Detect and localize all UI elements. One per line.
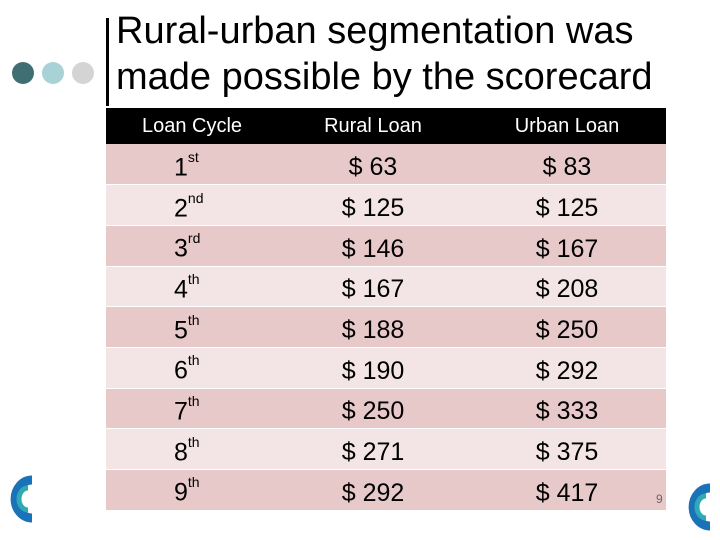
header-loan-cycle: Loan Cycle xyxy=(106,108,278,144)
cell-rural-loan: $ 146 xyxy=(278,225,468,266)
table-row xyxy=(106,185,666,226)
cycle-number: 8 xyxy=(174,438,188,466)
cell-urban-loan: $ 250 xyxy=(468,307,666,348)
cycle-number: 2 xyxy=(174,193,188,222)
header-urban-loan: Urban Loan xyxy=(468,108,666,144)
cycle-suffix: th xyxy=(187,433,200,450)
cell-urban-loan: $ 292 xyxy=(468,347,666,388)
cell-rural-loan: $ 125 xyxy=(278,185,468,226)
header-rural-loan: Rural Loan xyxy=(278,108,468,144)
cycle-number: 3 xyxy=(174,234,188,263)
dot-teal-icon xyxy=(42,62,64,84)
cycle-suffix: th xyxy=(187,352,200,369)
cell-loan-cycle xyxy=(106,185,278,226)
cycle-suffix: nd xyxy=(187,189,204,206)
table-row xyxy=(106,266,666,307)
title-divider xyxy=(106,18,109,106)
dot-grey-icon xyxy=(72,62,94,84)
table-row xyxy=(106,470,666,511)
cell-rural-loan: $ 250 xyxy=(278,388,468,429)
cell-rural-loan: $ 292 xyxy=(278,470,468,511)
cell-loan-cycle xyxy=(106,225,278,266)
cycle-suffix: th xyxy=(187,474,200,491)
page-number: 9 xyxy=(656,492,663,506)
cell-rural-loan: $ 271 xyxy=(278,429,468,470)
cycle-number: 5 xyxy=(174,315,188,344)
table-header-row xyxy=(106,108,666,144)
table-body xyxy=(106,144,666,510)
cell-rural-loan: $ 190 xyxy=(278,347,468,388)
cycle-suffix: th xyxy=(187,311,200,328)
brand-logo-icon xyxy=(680,482,716,532)
cell-loan-cycle xyxy=(106,388,278,429)
cell-urban-loan: $ 83 xyxy=(468,144,666,185)
cell-loan-cycle xyxy=(106,144,278,185)
cell-loan-cycle xyxy=(106,266,278,307)
cell-loan-cycle xyxy=(106,429,278,470)
cell-rural-loan: $ 188 xyxy=(278,307,468,348)
cell-urban-loan: $ 208 xyxy=(468,266,666,307)
cell-urban-loan: $ 333 xyxy=(468,388,666,429)
cell-rural-loan: $ 63 xyxy=(278,144,468,185)
cycle-suffix: st xyxy=(187,148,199,165)
slide-title xyxy=(116,8,716,100)
cell-urban-loan: $ 417 xyxy=(468,470,666,511)
table-row xyxy=(106,388,666,429)
loan-table-container xyxy=(106,108,666,511)
table-row xyxy=(106,307,666,348)
cell-loan-cycle xyxy=(106,347,278,388)
cell-rural-loan: $ 167 xyxy=(278,266,468,307)
table-row xyxy=(106,347,666,388)
table-row xyxy=(106,429,666,470)
cycle-number: 9 xyxy=(174,478,188,507)
loan-table xyxy=(106,108,666,511)
title-line-1: Rural-urban segmentation was xyxy=(116,10,634,52)
title-line-2: made possible by the scorecard xyxy=(116,56,653,98)
cycle-suffix: rd xyxy=(187,230,201,247)
table-row xyxy=(106,225,666,266)
cell-urban-loan: $ 167 xyxy=(468,225,666,266)
cycle-suffix: th xyxy=(187,270,200,287)
cell-urban-loan: $ 375 xyxy=(468,429,666,470)
cycle-number: 4 xyxy=(174,275,188,304)
brand-logo-icon xyxy=(2,474,38,524)
cell-urban-loan: $ 125 xyxy=(468,185,666,226)
cycle-number: 7 xyxy=(174,397,188,426)
cell-loan-cycle xyxy=(106,307,278,348)
cycle-number: 1 xyxy=(174,153,188,182)
cell-loan-cycle xyxy=(106,470,278,511)
cycle-suffix: th xyxy=(187,392,200,409)
table-row xyxy=(106,144,666,185)
dot-dark-icon xyxy=(12,62,34,84)
cycle-number: 6 xyxy=(174,356,188,385)
